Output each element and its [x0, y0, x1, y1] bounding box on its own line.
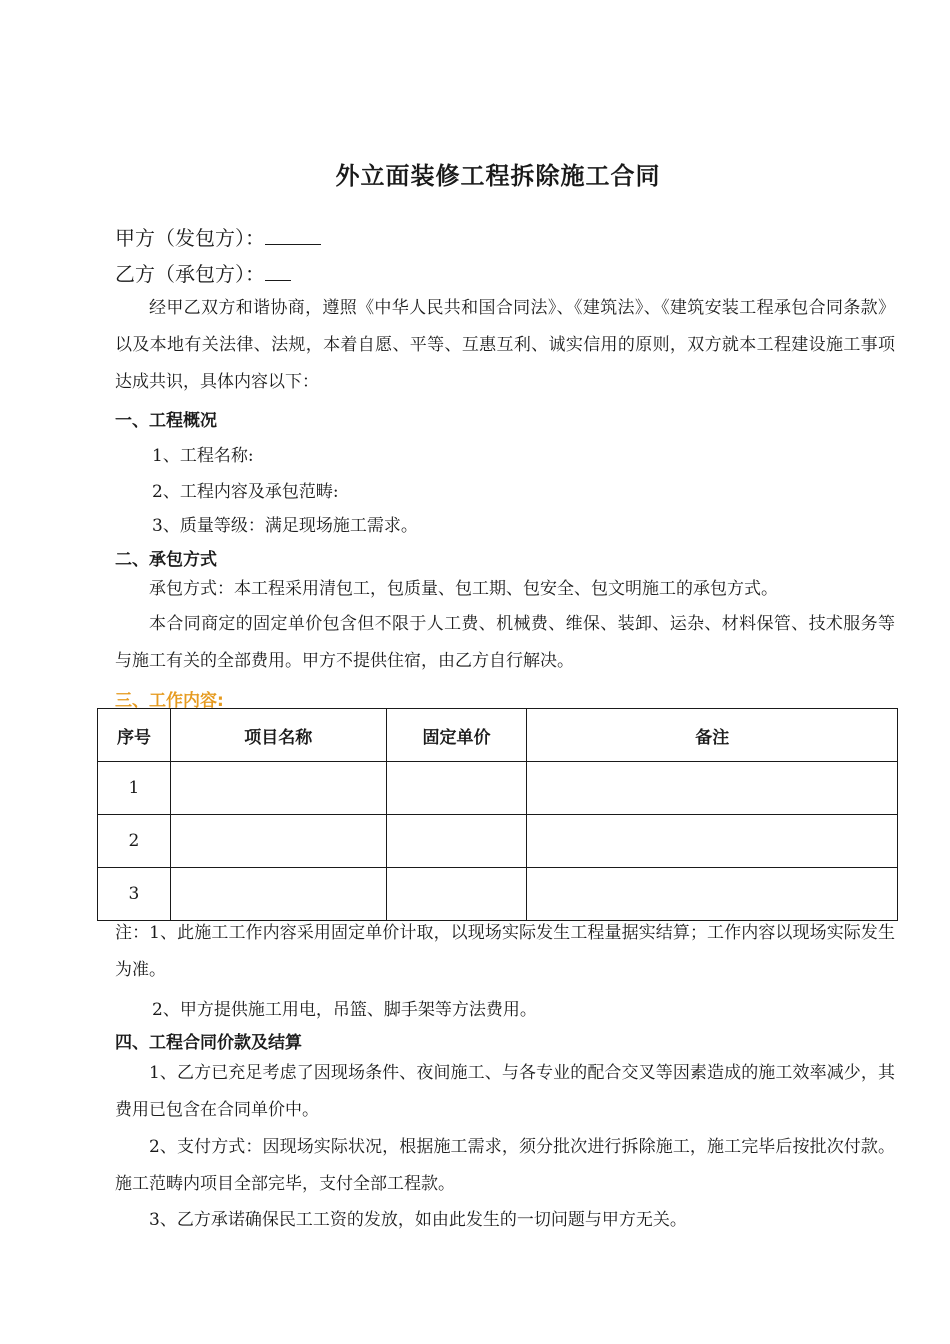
work-content-table: [97, 708, 898, 921]
party-b-label: 乙方（承包方）：: [115, 262, 265, 286]
section1-heading: 一、工程概况: [115, 411, 217, 431]
table-row: [98, 868, 898, 921]
cell-unit-price: [386, 762, 527, 815]
section1-item-3: 3、质量等级：满足现场施工需求。: [152, 516, 418, 536]
party-a-label: 甲方（发包方）：: [115, 226, 265, 250]
section4-para-3: 3、乙方承诺确保民工工资的发放，如由此发生的一切问题与甲方无关。: [149, 1210, 687, 1230]
table-header-row: [98, 709, 898, 762]
cell-serial: 3: [98, 868, 171, 921]
party-a-line: [115, 222, 321, 251]
party-b-blank: [265, 260, 291, 281]
cell-item-name: [170, 868, 386, 921]
cell-serial: 2: [98, 815, 171, 868]
section1-item-2: 2、工程内容及承包范畴:: [152, 482, 339, 502]
section3-heading: 三、工作内容:: [115, 691, 224, 711]
section2-para-1: 承包方式：本工程采用清包工，包质量、包工期、包安全、包文明施工的承包方式。: [149, 579, 778, 599]
section1-item-1: 1、工程名称:: [152, 446, 254, 466]
cell-item-name: [170, 762, 386, 815]
section4-heading: 四、工程合同价款及结算: [115, 1033, 302, 1053]
header-remarks: 备注: [527, 709, 898, 762]
table-row: [98, 815, 898, 868]
party-b-line: [115, 258, 291, 287]
header-unit-price: 固定单价: [386, 709, 527, 762]
cell-unit-price: [386, 868, 527, 921]
cell-item-name: [170, 815, 386, 868]
cell-remarks: [527, 815, 898, 868]
cell-remarks: [527, 868, 898, 921]
header-item-name: 项目名称: [170, 709, 386, 762]
cell-serial: 1: [98, 762, 171, 815]
document-title: 外立面装修工程拆除施工合同: [335, 161, 661, 190]
party-a-blank: [265, 224, 321, 245]
table-row: [98, 762, 898, 815]
section2-para-2: 本合同商定的固定单价包含但不限于人工费、机械费、维保、装卸、运杂、材料保管、技术服务等与施工有关的全部费用。甲方不提供住宿，由乙方自行解决。: [115, 614, 895, 671]
section3-note-1: 注：1、此施工工作内容采用固定单价计取，以现场实际发生工程量据实结算；工作内容以现场实际发生为准。: [115, 923, 895, 980]
header-serial: 序号: [98, 709, 171, 762]
intro-paragraph: 经甲乙双方和谐协商，遵照《中华人民共和国合同法》、《建筑法》、《建筑安装工程承包合同条款》以及本地有关法律、法规，本着自愿、平等、互惠互利、诚实信用的原则，双方就本工程建设施工事项达成共识，具体内容以下：: [115, 298, 895, 392]
section2-heading: 二、承包方式: [115, 550, 217, 570]
section4-para-1: 1、乙方已充足考虑了因现场条件、夜间施工、与各专业的配合交叉等因素造成的施工效率减少，其费用已包含在合同单价中。: [115, 1063, 895, 1120]
cell-remarks: [527, 762, 898, 815]
section3-note-2: 2、甲方提供施工用电，吊篮、脚手架等方法费用。: [152, 1000, 537, 1020]
section4-para-2: 2、支付方式：因现场实际状况，根据施工需求，须分批次进行拆除施工，施工完毕后按批次付款。施工范畴内项目全部完毕，支付全部工程款。: [115, 1137, 895, 1194]
cell-unit-price: [386, 815, 527, 868]
